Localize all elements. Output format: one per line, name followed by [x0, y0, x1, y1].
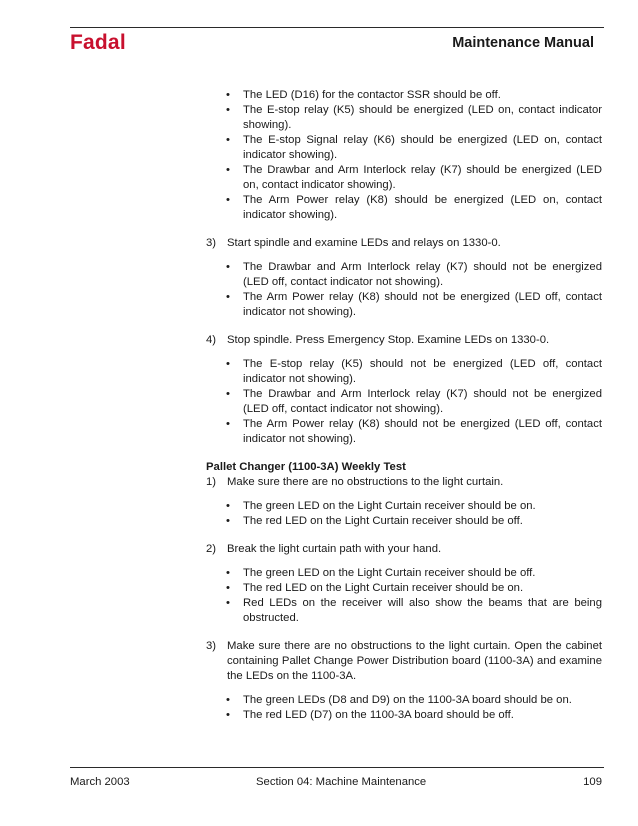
step-bullet-list — [206, 566, 602, 626]
brand-logo: Fadal — [70, 31, 126, 54]
footer-date: March 2003 — [70, 776, 130, 788]
pallet-step-3: 3) Make sure there are no obstructions to the light curtain. Open the cabinet containing Pallet Change Power Distribution board (1100-3A) and examine the LEDs on the 1100-3A. — [206, 640, 602, 682]
page-number: 109 — [583, 776, 602, 788]
footer-section: Section 04: Machine Maintenance — [256, 776, 427, 788]
bullet-item: • The E-stop Signal relay (K6) should be energized (LED on, contact indicator showing). — [226, 134, 602, 161]
step-3-spindle: 3) Start spindle and examine LEDs and relays on 1330-0. — [206, 237, 501, 249]
bullet-item: • The Arm Power relay (K8) should not be energized (LED off, contact indicator not showing). — [226, 291, 602, 318]
bullet-item: • The green LEDs (D8 and D9) on the 1100-3A board should be on. — [226, 694, 572, 706]
bullet-item: • The LED (D16) for the contactor SSR should be off. — [226, 89, 501, 101]
bullet-item: • The E-stop relay (K5) should not be energized (LED off, contact indicator not showing). — [226, 358, 602, 385]
bullet-item: • The green LED on the Light Curtain receiver should be off. — [226, 567, 536, 579]
manual-title: Maintenance Manual — [452, 35, 594, 51]
step-bullet-list — [206, 260, 602, 320]
step-bullet-list — [206, 693, 602, 723]
bullet-item: • The Drawbar and Arm Interlock relay (K7) should not be energized (LED off, contact indicator not showing). — [226, 261, 602, 288]
step-bullet-list — [206, 357, 602, 447]
bullet-item: • The Drawbar and Arm Interlock relay (K7) should not be energized (LED off, contact indicator not showing). — [226, 388, 602, 415]
bullet-item: • The E-stop relay (K5) should be energized (LED on, contact indicator showing). — [226, 104, 602, 131]
bullet-item: • The green LED on the Light Curtain receiver should be on. — [226, 500, 536, 512]
bullet-item: • The Arm Power relay (K8) should not be energized (LED off, contact indicator not showing). — [226, 418, 602, 445]
bullet-item: • The Arm Power relay (K8) should be energized (LED on, contact indicator showing). — [226, 194, 602, 221]
bullet-item: • The red LED on the Light Curtain receiver should be off. — [226, 515, 523, 527]
bullet-item: • The red LED on the Light Curtain receiver should be on. — [226, 582, 524, 594]
pallet-step-1: 1) Make sure there are no obstructions to the light curtain. — [206, 476, 504, 488]
page-content — [206, 88, 602, 723]
intro-bullet-list — [206, 88, 602, 223]
step-4-emergency-stop: 4) Stop spindle. Press Emergency Stop. Examine LEDs on 1330-0. — [206, 334, 550, 346]
header-rule — [70, 27, 604, 28]
step-bullet-list — [206, 499, 602, 529]
section-heading: Pallet Changer (1100-3A) Weekly Test — [206, 461, 406, 473]
footer-rule — [70, 767, 604, 768]
pallet-step-2: 2) Break the light curtain path with your hand. — [206, 543, 442, 555]
bullet-item: • Red LEDs on the receiver will also show the beams that are being obstructed. — [226, 597, 602, 624]
bullet-item: • The red LED (D7) on the 1100-3A board should be off. — [226, 709, 514, 721]
bullet-item: • The Drawbar and Arm Interlock relay (K7) should be energized (LED on, contact indicator showing). — [226, 164, 602, 191]
